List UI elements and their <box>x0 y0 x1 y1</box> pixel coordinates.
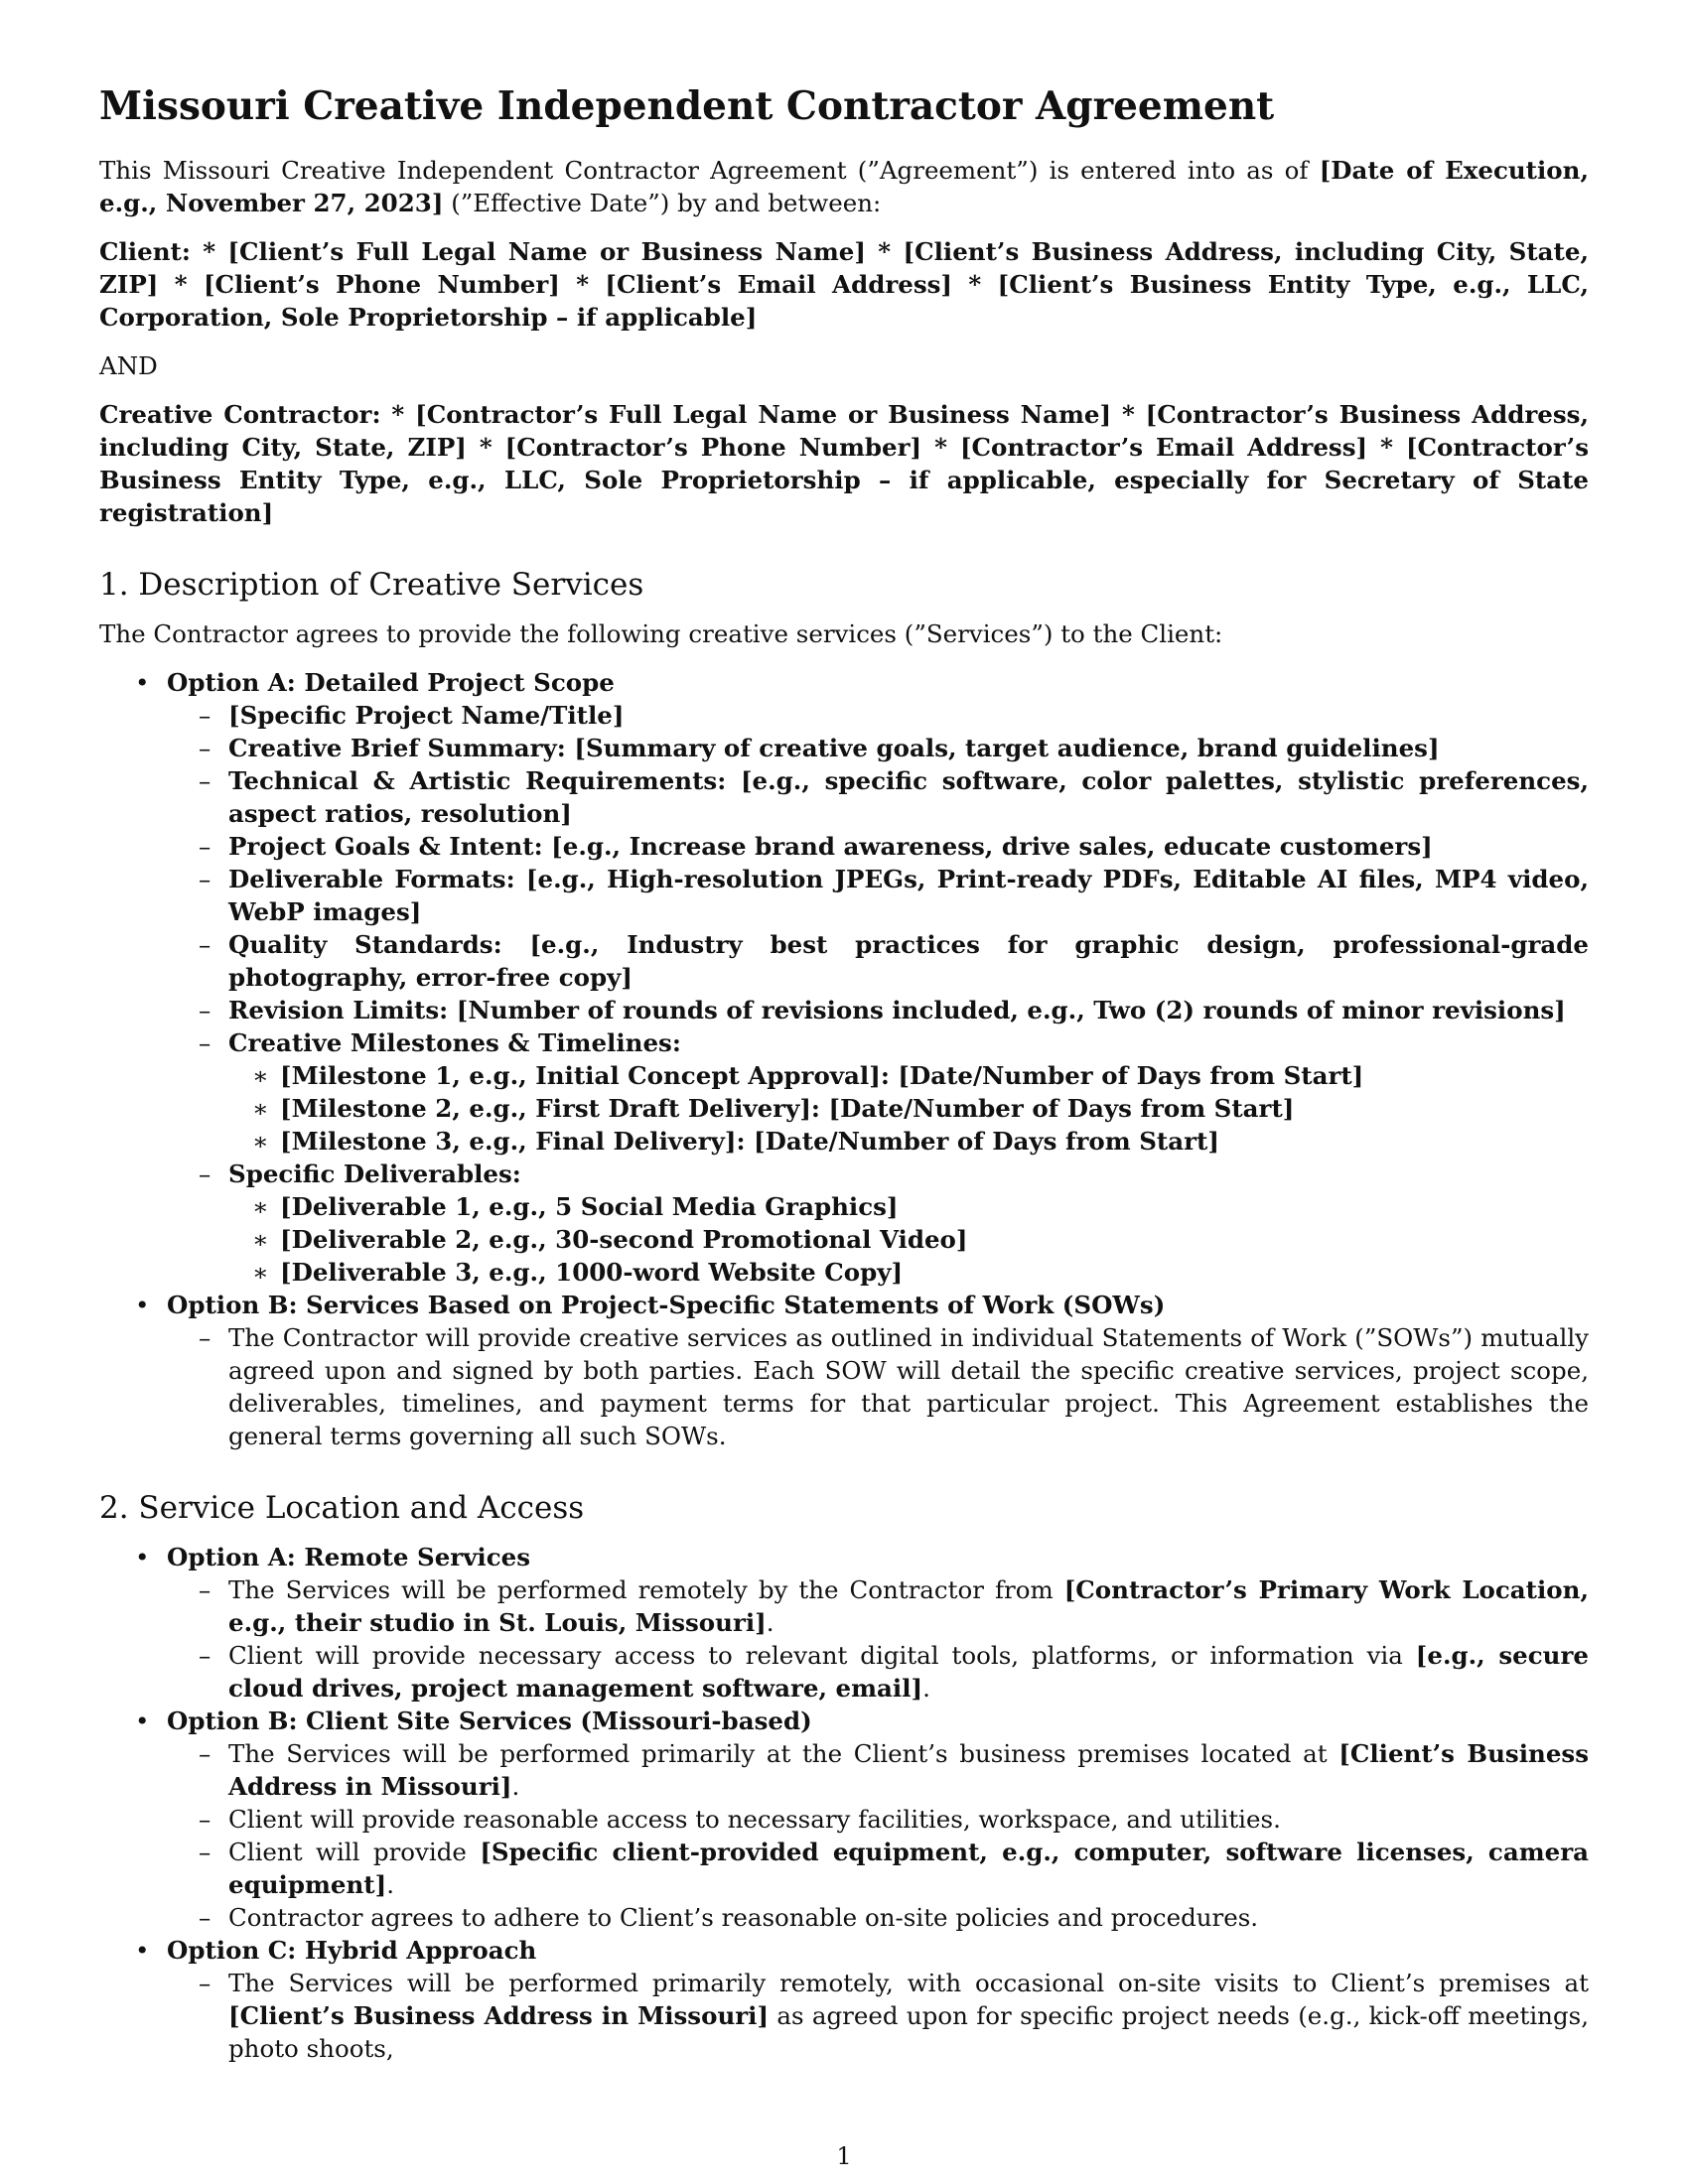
option-c-sublist <box>167 1967 1589 2065</box>
option-b-item <box>99 1289 1589 1452</box>
option-a-sublist <box>167 699 1589 1289</box>
list-item: – Project Goals & Intent: [e.g., Increase brand awareness, drive sales, educate customers] <box>167 830 1589 863</box>
milestones-list <box>228 1059 1589 1158</box>
deliverables-list <box>228 1190 1589 1289</box>
document-page <box>99 83 1589 2065</box>
document-title: Missouri Creative Independent Contractor Agreement <box>99 83 1275 129</box>
list-item: ∗ [Deliverable 3, e.g., 1000-word Website Copy] <box>228 1256 1589 1289</box>
section-1-options <box>99 666 1589 1452</box>
list-item: – The Services will be performed remotely by the Contractor from [Contractor’s Primary Work Location, e.g., their studio in St. Louis, Missouri]. <box>167 1573 1589 1639</box>
option-b-label: Option B: Services Based on Project-Specific Statements of Work (SOWs) <box>167 1290 1166 1319</box>
intro-text-end: (”Effective Date”) by and between: <box>443 188 882 217</box>
list-item: – Quality Standards: [e.g., Industry best practices for graphic design, professional-grade photography, error-free copy] <box>167 928 1589 994</box>
option-c-label: Option C: Hybrid Approach <box>167 1936 537 1966</box>
list-item: – Client will provide reasonable access to necessary facilities, workspace, and utilities. <box>167 1803 1589 1836</box>
list-item: – Client will provide necessary access to relevant digital tools, platforms, or information via [e.g., secure cloud drives, project management software, email]. <box>167 1639 1589 1705</box>
list-item: ∗ [Milestone 3, e.g., Final Delivery]: [Date/Number of Days from Start] <box>228 1125 1589 1158</box>
list-item: – Creative Brief Summary: [Summary of creative goals, target audience, brand guidelines] <box>167 732 1589 764</box>
list-item: – The Services will be performed primarily remotely, with occasional on-site visits to Client’s premises at [Client’s Business Address in Missouri] as agreed upon for specific project needs (e.g., kick-off meetings, photo shoots, <box>167 1967 1589 2065</box>
list-item: – Technical & Artistic Requirements: [e.g., specific software, color palettes, stylistic preferences, aspect ratios, resolution] <box>167 764 1589 830</box>
option-a-sublist <box>167 1573 1589 1705</box>
contractor-block: Creative Contractor: * [Contractor’s Full Legal Name or Business Name] * [Contractor’s Business Address, including City, State, ZIP] * [Contractor’s Phone Number] * [Contractor’s Email Address] * [Contractor’s Business Entity Type, e.g., LLC, Sole Proprietorship – if applicable, especially for Secretary of State registration] <box>99 399 1589 527</box>
and-separator: AND <box>99 350 158 380</box>
list-item: – Client will provide [Specific client-provided equipment, e.g., computer, software licenses, camera equipment]. <box>167 1836 1589 1901</box>
option-a-item <box>99 1541 1589 1705</box>
list-item: – The Contractor will provide creative services as outlined in individual Statements of Work (”SOWs”) mutually agreed upon and signed by both parties. Each SOW will detail the specific creative services, project scope, deliverables, timelines, and payment terms for that particular project. This Agreement establishes the general terms governing all such SOWs. <box>167 1321 1589 1452</box>
section-1-intro: The Contractor agrees to provide the following creative services (”Services”) to the Client: <box>99 618 1223 648</box>
option-b-item <box>99 1705 1589 1934</box>
deliverables-item: – Specific Deliverables: ∗ [Deliverable 1, e.g., 5 Social Media Graphics] ∗ [Deliverable 2, e.g., 30-second Promotional Video] ∗ [Deliverable 3, e.g., 1000-word Website Copy] <box>167 1158 1589 1289</box>
option-a-item <box>99 666 1589 1289</box>
list-item: ∗ [Milestone 2, e.g., First Draft Delivery]: [Date/Number of Days from Start] <box>228 1092 1589 1125</box>
milestones-item: – Creative Milestones & Timelines: ∗ [Milestone 1, e.g., Initial Concept Approval]: [Date/Number of Days from Start] ∗ [Milestone 2, e.g., First Draft Delivery]: [Date/Number of Days from Start] ∗ [Milestone 3, e.g., Final Delivery]: [Date/Number of Days from Start] <box>167 1026 1589 1158</box>
option-c-item <box>99 1934 1589 2065</box>
client-block: Client: * [Client’s Full Legal Name or Business Name] * [Client’s Business Address, including City, State, ZIP] * [Client’s Phone Number] * [Client’s Email Address] * [Client’s Business Entity Type, e.g., LLC, Corporation, Sole Proprietorship – if applicable] <box>99 236 1589 332</box>
option-b-sublist <box>167 1321 1589 1452</box>
intro-paragraph <box>99 154 1589 219</box>
section-2-options <box>99 1541 1589 2065</box>
intro-text: This Missouri Creative Independent Contractor Agreement (”Agreement”) is entered into as of <box>99 155 1320 185</box>
option-a-label: Option A: Detailed Project Scope <box>167 667 615 697</box>
list-item: ∗ [Deliverable 1, e.g., 5 Social Media Graphics] <box>228 1190 1589 1223</box>
page-number: 1 <box>836 2142 852 2170</box>
list-item: – The Services will be performed primarily at the Client’s business premises located at [Client’s Business Address in Missouri]. <box>167 1737 1589 1803</box>
list-item: – Deliverable Formats: [e.g., High-resolution JPEGs, Print-ready PDFs, Editable AI files, MP4 video, WebP images] <box>167 863 1589 928</box>
option-b-label: Option B: Client Site Services (Missouri-based) <box>167 1706 812 1736</box>
list-item: ∗ [Deliverable 2, e.g., 30-second Promotional Video] <box>228 1223 1589 1256</box>
option-b-sublist <box>167 1737 1589 1934</box>
section-1-heading: 1. Description of Creative Services <box>99 566 644 603</box>
execution-date-placeholder: [Date of Execution, e.g., November 27, 2023] <box>99 155 1589 217</box>
list-item: – Revision Limits: [Number of rounds of revisions included, e.g., Two (2) rounds of minor revisions] <box>167 994 1589 1026</box>
option-a-label: Option A: Remote Services <box>167 1543 531 1572</box>
list-item: – [Specific Project Name/Title] <box>167 699 1589 732</box>
list-item: – Contractor agrees to adhere to Client’s reasonable on-site policies and procedures. <box>167 1901 1589 1934</box>
section-2-heading: 2. Service Location and Access <box>99 1489 585 1526</box>
list-item: ∗ [Milestone 1, e.g., Initial Concept Approval]: [Date/Number of Days from Start] <box>228 1059 1589 1092</box>
